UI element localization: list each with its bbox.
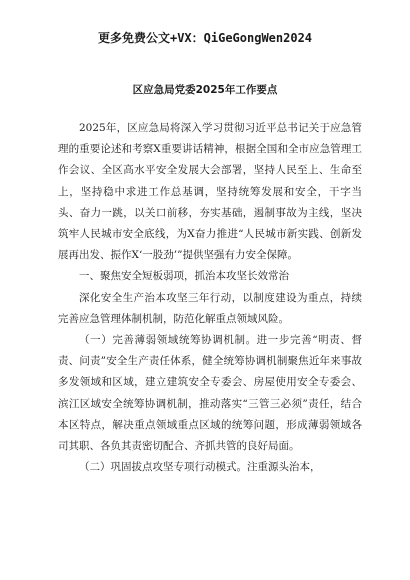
subsection-2-paragraph: （二）巩固拔点攻坚专项行动模式。注重源头治本， (79, 461, 321, 474)
document-body (58, 118, 362, 478)
section-heading-1: 一、聚焦安全短板弱项，抓治本攻坚长效常治 (79, 270, 289, 283)
watermark-text: 更多免费公文+VX：QiGeGongWen2024 (97, 31, 313, 45)
section-1-paragraph: 深化安全生产治本攻坚三年行动，以制度建设为重点，持续完善应急管理体制机制，防范化解重点领域风险。 (58, 291, 362, 325)
document-title: 区应急局党委2025年工作要点 (132, 84, 278, 96)
subsection-1-paragraph: （一）完善薄弱领域统筹协调机制。进一步完善“明责、督责、问责”安全生产责任体系，健全统筹协调机制聚焦近年来事故多发领域和区域，建立建筑安全专委会、房屋使用安全专委会、滨江区域安全统筹协调机制，推动落实“三管三必须”责任，结合本区特点，解决重点领域重点区域的统筹问题，形成薄弱领域各司其职、各负其责密切配合、齐抓共管的良好局面。 (58, 334, 362, 453)
intro-paragraph: 2025年，区应急局将深入学习贯彻习近平总书记关于应急管理的重要论述和考察X重要讲话精神，根据全国和全市应急管理工作会议、全区高水平安全发展大会部署，坚持人民至上、生命至上，坚持稳中求进工作总基调，坚持统筹发展和安全，干字当头、奋力一跳，以关口前移，夯实基础，遏制事故为主线，坚决筑牢人民城市安全底线，为X奋力推进“人民城市新实践、创新发展再出发、振作X‘一股劲’”提供坚强有力安全保障。 (58, 122, 362, 262)
